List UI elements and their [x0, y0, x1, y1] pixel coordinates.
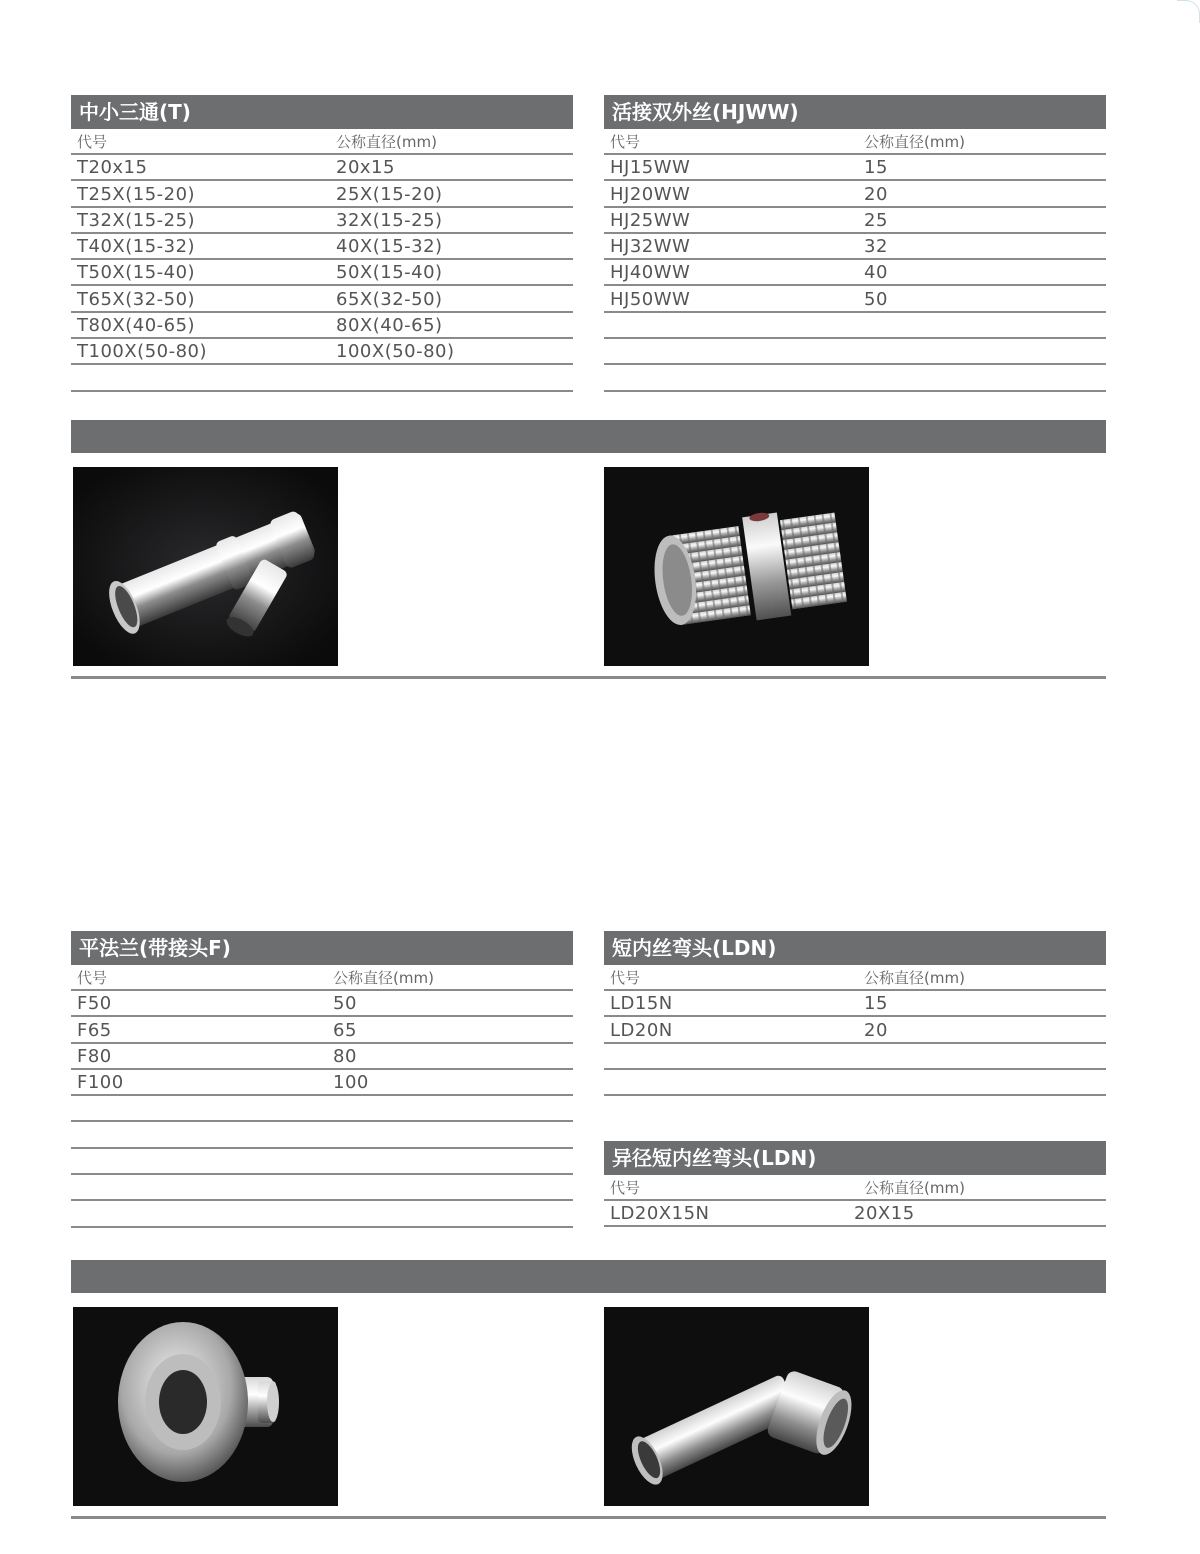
header-nominal: 公称直径(mm) — [864, 969, 965, 987]
hjww-table — [604, 95, 1106, 392]
cell-code: HJ32WW — [610, 236, 691, 258]
header-code: 代号 — [77, 969, 108, 987]
cell-nominal: 100X(50-80) — [336, 341, 455, 363]
cell-code: T80X(40-65) — [77, 315, 196, 337]
elbow-fitting-photo — [604, 1307, 869, 1506]
flange-table-title: 平法兰(带接头F) — [71, 931, 573, 965]
cell-nominal: 25 — [864, 209, 888, 231]
table-row — [71, 181, 573, 207]
cell-code: LD20N — [610, 1019, 673, 1041]
cell-nominal: 50 — [333, 993, 357, 1015]
cell-nominal: 80 — [333, 1045, 357, 1067]
cell-nominal: 65 — [333, 1019, 357, 1041]
ldn-table — [604, 931, 1106, 1096]
cell-code: T20x15 — [77, 157, 148, 179]
header-nominal: 公称直径(mm) — [333, 969, 434, 987]
table-row-empty — [71, 1201, 573, 1227]
table-row — [71, 1044, 573, 1070]
table-row — [604, 234, 1106, 260]
table-row — [71, 208, 573, 234]
section-divider — [71, 1516, 1106, 1519]
ldn-reducing-table — [604, 1141, 1106, 1227]
header-nominal: 公称直径(mm) — [864, 133, 965, 151]
table-row — [71, 1070, 573, 1096]
table-header — [604, 129, 1106, 155]
table-row-empty — [604, 1044, 1106, 1070]
cell-code: T40X(15-32) — [77, 236, 196, 258]
cell-code: T100X(50-80) — [77, 341, 208, 363]
flange-table — [71, 931, 573, 1228]
header-nominal: 公称直径(mm) — [336, 133, 437, 151]
table-row — [604, 155, 1106, 181]
table-header — [604, 965, 1106, 991]
cell-nominal: 20X15 — [854, 1203, 915, 1225]
table-row — [71, 155, 573, 181]
hjww-table-title: 活接双外丝(HJWW) — [604, 95, 1106, 129]
cell-nominal: 32X(15-25) — [336, 209, 443, 231]
table-row — [604, 208, 1106, 234]
hex-nipple-photo — [604, 467, 869, 666]
cell-code: T65X(32-50) — [77, 288, 196, 310]
cell-code: F50 — [77, 993, 112, 1015]
table-row-empty — [604, 1070, 1106, 1096]
cell-nominal: 100 — [333, 1072, 369, 1094]
cell-code: HJ20WW — [610, 183, 691, 205]
table-row — [604, 1017, 1106, 1043]
table-row — [71, 260, 573, 286]
ldn-table-title: 短内丝弯头(LDN) — [604, 931, 1106, 965]
cell-code: T50X(15-40) — [77, 262, 196, 284]
table-row — [604, 991, 1106, 1017]
cell-nominal: 25X(15-20) — [336, 183, 443, 205]
table-row-empty — [71, 365, 573, 391]
table-row — [71, 234, 573, 260]
table-header — [71, 965, 573, 991]
ldn-reducing-table-title: 异径短内丝弯头(LDN) — [604, 1141, 1106, 1175]
header-code: 代号 — [77, 133, 108, 151]
tee-fitting-photo — [73, 467, 338, 666]
table-row — [71, 313, 573, 339]
cell-code: HJ50WW — [610, 288, 691, 310]
table-row-empty — [604, 365, 1106, 391]
table-row-empty — [71, 1175, 573, 1201]
cell-nominal: 50X(15-40) — [336, 262, 443, 284]
table-row — [604, 181, 1106, 207]
table-row-empty — [604, 339, 1106, 365]
table-header — [71, 129, 573, 155]
cell-code: F100 — [77, 1072, 124, 1094]
cell-code: F80 — [77, 1045, 112, 1067]
table-row — [604, 286, 1106, 312]
cell-nominal: 32 — [864, 236, 888, 258]
cell-nominal: 20x15 — [336, 157, 395, 179]
cell-code: HJ40WW — [610, 262, 691, 284]
tee-table — [71, 95, 573, 392]
cell-nominal: 15 — [864, 993, 888, 1015]
cell-code: T32X(15-25) — [77, 209, 196, 231]
cell-nominal: 20 — [864, 183, 888, 205]
section-band — [71, 1260, 1106, 1293]
cell-nominal: 40X(15-32) — [336, 236, 443, 258]
cell-code: HJ25WW — [610, 209, 691, 231]
flange-fitting-photo — [73, 1307, 338, 1506]
table-row-empty — [71, 1122, 573, 1148]
header-nominal: 公称直径(mm) — [864, 1179, 965, 1197]
table-header — [604, 1175, 1106, 1201]
table-row — [71, 1017, 573, 1043]
header-code: 代号 — [610, 133, 641, 151]
cell-nominal: 40 — [864, 262, 888, 284]
section-divider — [71, 676, 1106, 679]
table-row — [604, 260, 1106, 286]
table-row-empty — [71, 1096, 573, 1122]
table-row — [604, 1201, 1106, 1227]
cell-nominal: 65X(32-50) — [336, 288, 443, 310]
table-row-empty — [71, 1149, 573, 1175]
cell-code: F65 — [77, 1019, 112, 1041]
cell-code: T25X(15-20) — [77, 183, 196, 205]
cell-code: HJ15WW — [610, 157, 691, 179]
cell-nominal: 80X(40-65) — [336, 315, 443, 337]
table-row — [71, 339, 573, 365]
page-corner-mark — [1177, 0, 1200, 23]
header-code: 代号 — [610, 1179, 641, 1197]
cell-nominal: 15 — [864, 157, 888, 179]
header-code: 代号 — [610, 969, 641, 987]
cell-code: LD15N — [610, 993, 673, 1015]
section-band — [71, 420, 1106, 453]
table-row-empty — [604, 313, 1106, 339]
tee-table-title: 中小三通(T) — [71, 95, 573, 129]
table-row — [71, 991, 573, 1017]
table-row — [71, 286, 573, 312]
cell-nominal: 50 — [864, 288, 888, 310]
cell-code: LD20X15N — [610, 1203, 710, 1225]
cell-nominal: 20 — [864, 1019, 888, 1041]
